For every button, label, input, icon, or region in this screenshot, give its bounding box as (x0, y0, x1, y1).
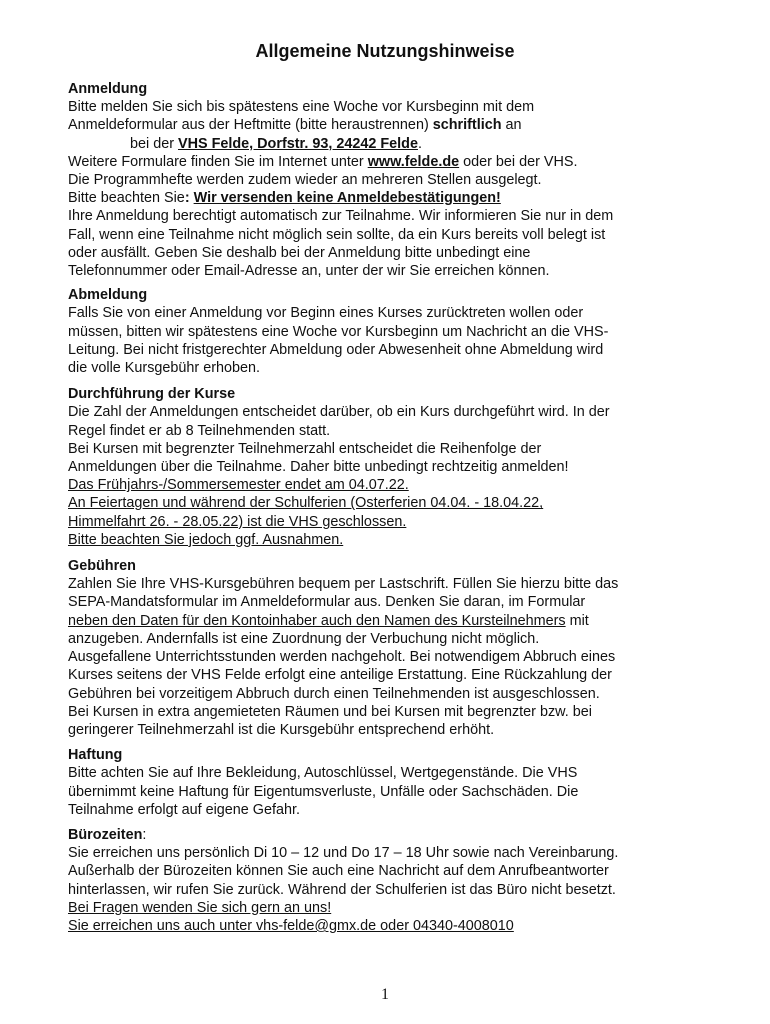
text-line: Bitte melden Sie sich bis spätestens eine Woche vor Kursbeginn mit dem (68, 99, 535, 116)
text-line: Bei Kursen in extra angemieteten Räumen und bei Kursen mit begrenzter bzw. bei (68, 703, 592, 720)
text-fragment: : (184, 190, 194, 207)
section-heading: Gebühren (68, 558, 136, 575)
text-fragment: : (142, 826, 147, 843)
text-line: Die Zahl der Anmeldungen entscheidet darüber, ob ein Kurs durchgeführt wird. In der (68, 404, 610, 421)
section-heading-label: Bürozeiten (68, 826, 143, 843)
text-fragment: Anmeldeformular aus der Heftmitte (bitte heraustrennen) (68, 117, 433, 134)
website-link[interactable]: www.felde.de (367, 153, 460, 170)
text-line: Leitung. Bei nicht fristgerechter Abmeldung oder Abwesenheit ohne Abmeldung wird (68, 341, 604, 358)
emphasis-text: neben den Daten für den Kontoinhaber auch den Namen des Kursteilnehmers (68, 612, 566, 629)
text-line: Die Programmhefte werden zudem wieder an mehreren Stellen ausgelegt. (68, 172, 542, 189)
section-anmeldung (68, 80, 708, 280)
text-line: geringerer Teilnehmerzahl ist die Kursgebühr entsprechend erhöht. (68, 721, 495, 738)
text-line: Zahlen Sie Ihre VHS-Kursgebühren bequem per Lastschrift. Füllen Sie hierzu bitte das (68, 576, 619, 593)
section-abmeldung (68, 286, 708, 377)
notice-text: Wir versenden keine Anmeldebestätigungen! (193, 190, 501, 207)
text-line (68, 612, 708, 630)
closure-text: An Feiertagen und während der Schulferien (Osterferien 04.04. - 18.04.22, (68, 495, 544, 512)
text-line: Ausgefallene Unterrichtsstunden werden nachgeholt. Bei notwendigem Abbruch eines (68, 649, 616, 666)
section-gebuehren (68, 557, 708, 739)
text-line: Falls Sie von einer Anmeldung vor Beginn eines Kurses zurücktreten wollen oder (68, 305, 584, 322)
emphasis-text: schriftlich (432, 117, 502, 134)
document-body (68, 80, 708, 935)
text-line: anzugeben. Andernfalls ist eine Zuordnung der Verbuchung nicht möglich. (68, 630, 540, 647)
section-durchfuehrung (68, 385, 708, 549)
text-line: Ihre Anmeldung berechtigt automatisch zur Teilnahme. Wir informieren Sie nur in dem (68, 208, 614, 225)
text-line: hinterlassen, wir rufen Sie zurück. Während der Schulferien ist das Büro nicht besetzt. (68, 881, 616, 898)
text-fragment: bei der (130, 135, 178, 152)
section-haftung (68, 746, 708, 819)
text-line (68, 135, 708, 153)
text-line: Bei Kursen mit begrenzter Teilnehmerzahl entscheidet die Reihenfolge der (68, 440, 542, 457)
text-line (68, 153, 708, 171)
text-line: Anmeldungen über die Teilnahme. Daher bitte unbedingt rechtzeitig anmelden! (68, 459, 569, 476)
text-line: Telefonnummer oder Email-Adresse an, unter der wir Sie erreichen können. (68, 263, 550, 280)
contact-invite-text: Bei Fragen wenden Sie sich gern an uns! (68, 899, 332, 916)
text-line: Fall, wenn eine Teilnahme nicht möglich sein sollte, da ein Kurs bereits voll belegt ist (68, 226, 606, 243)
section-heading: Anmeldung (68, 81, 148, 97)
section-heading (68, 826, 708, 844)
text-fragment: mit (565, 612, 589, 629)
text-fragment: Bitte beachten Sie (68, 190, 185, 207)
text-line: müssen, bitten wir spätestens eine Woche vor Kursbeginn um Nachricht an die VHS- (68, 323, 609, 340)
text-fragment: . (417, 135, 422, 152)
page-number: 1 (381, 986, 389, 1003)
semester-end-text: Das Frühjahrs-/Sommersemester endet am 04.07.22. (68, 477, 409, 494)
section-heading: Haftung (68, 747, 123, 764)
text-fragment: Weitere Formulare finden Sie im Internet unter (68, 153, 368, 170)
contact-info-link[interactable]: Sie erreichen uns auch unter vhs-felde@gmx.de oder 04340-4008010 (68, 917, 514, 934)
address-text: VHS Felde, Dorfstr. 93, 24242 Felde (178, 135, 418, 152)
text-line: Sie erreichen uns persönlich Di 10 – 12 und Do 17 – 18 Uhr sowie nach Vereinbarung. (68, 845, 619, 862)
text-line: Teilnahme erfolgt auf eigene Gefahr. (68, 801, 300, 818)
section-heading: Durchführung der Kurse (68, 386, 236, 403)
closure-text: Himmelfahrt 26. - 28.05.22) ist die VHS geschlossen. (68, 513, 407, 530)
text-line: Regel findet er ab 8 Teilnehmenden statt. (68, 422, 331, 439)
section-heading: Abmeldung (68, 287, 148, 304)
text-line (68, 189, 708, 207)
text-fragment: oder bei der VHS. (459, 153, 578, 170)
text-fragment: an (501, 117, 522, 134)
section-buerozeiten (68, 826, 708, 935)
text-line: Bitte achten Sie auf Ihre Bekleidung, Autoschlüssel, Wertgegenstände. Die VHS (68, 765, 578, 782)
text-line: die volle Kursgebühr erhoben. (68, 360, 261, 377)
text-line: Außerhalb der Bürozeiten können Sie auch eine Nachricht auf dem Anrufbeantworter (68, 863, 609, 880)
exceptions-text: Bitte beachten Sie jedoch ggf. Ausnahmen. (68, 531, 344, 548)
text-line: oder ausfällt. Geben Sie deshalb bei der Anmeldung bitte unbedingt eine (68, 244, 531, 261)
text-line: SEPA-Mandatsformular im Anmeldeformular aus. Denken Sie daran, im Formular (68, 594, 586, 611)
text-line: übernimmt keine Haftung für Eigentumsverluste, Unfälle oder Sachschäden. Die (68, 783, 579, 800)
text-line: Kurses seitens der VHS Felde erfolgt eine anteilige Erstattung. Eine Rückzahlung der (68, 667, 612, 684)
text-line (68, 116, 708, 134)
text-line: Gebühren bei vorzeitigem Abbruch durch einen Teilnehmenden ist ausgeschlossen. (68, 685, 600, 702)
page-title: Allgemeine Nutzungshinweise (255, 41, 515, 61)
